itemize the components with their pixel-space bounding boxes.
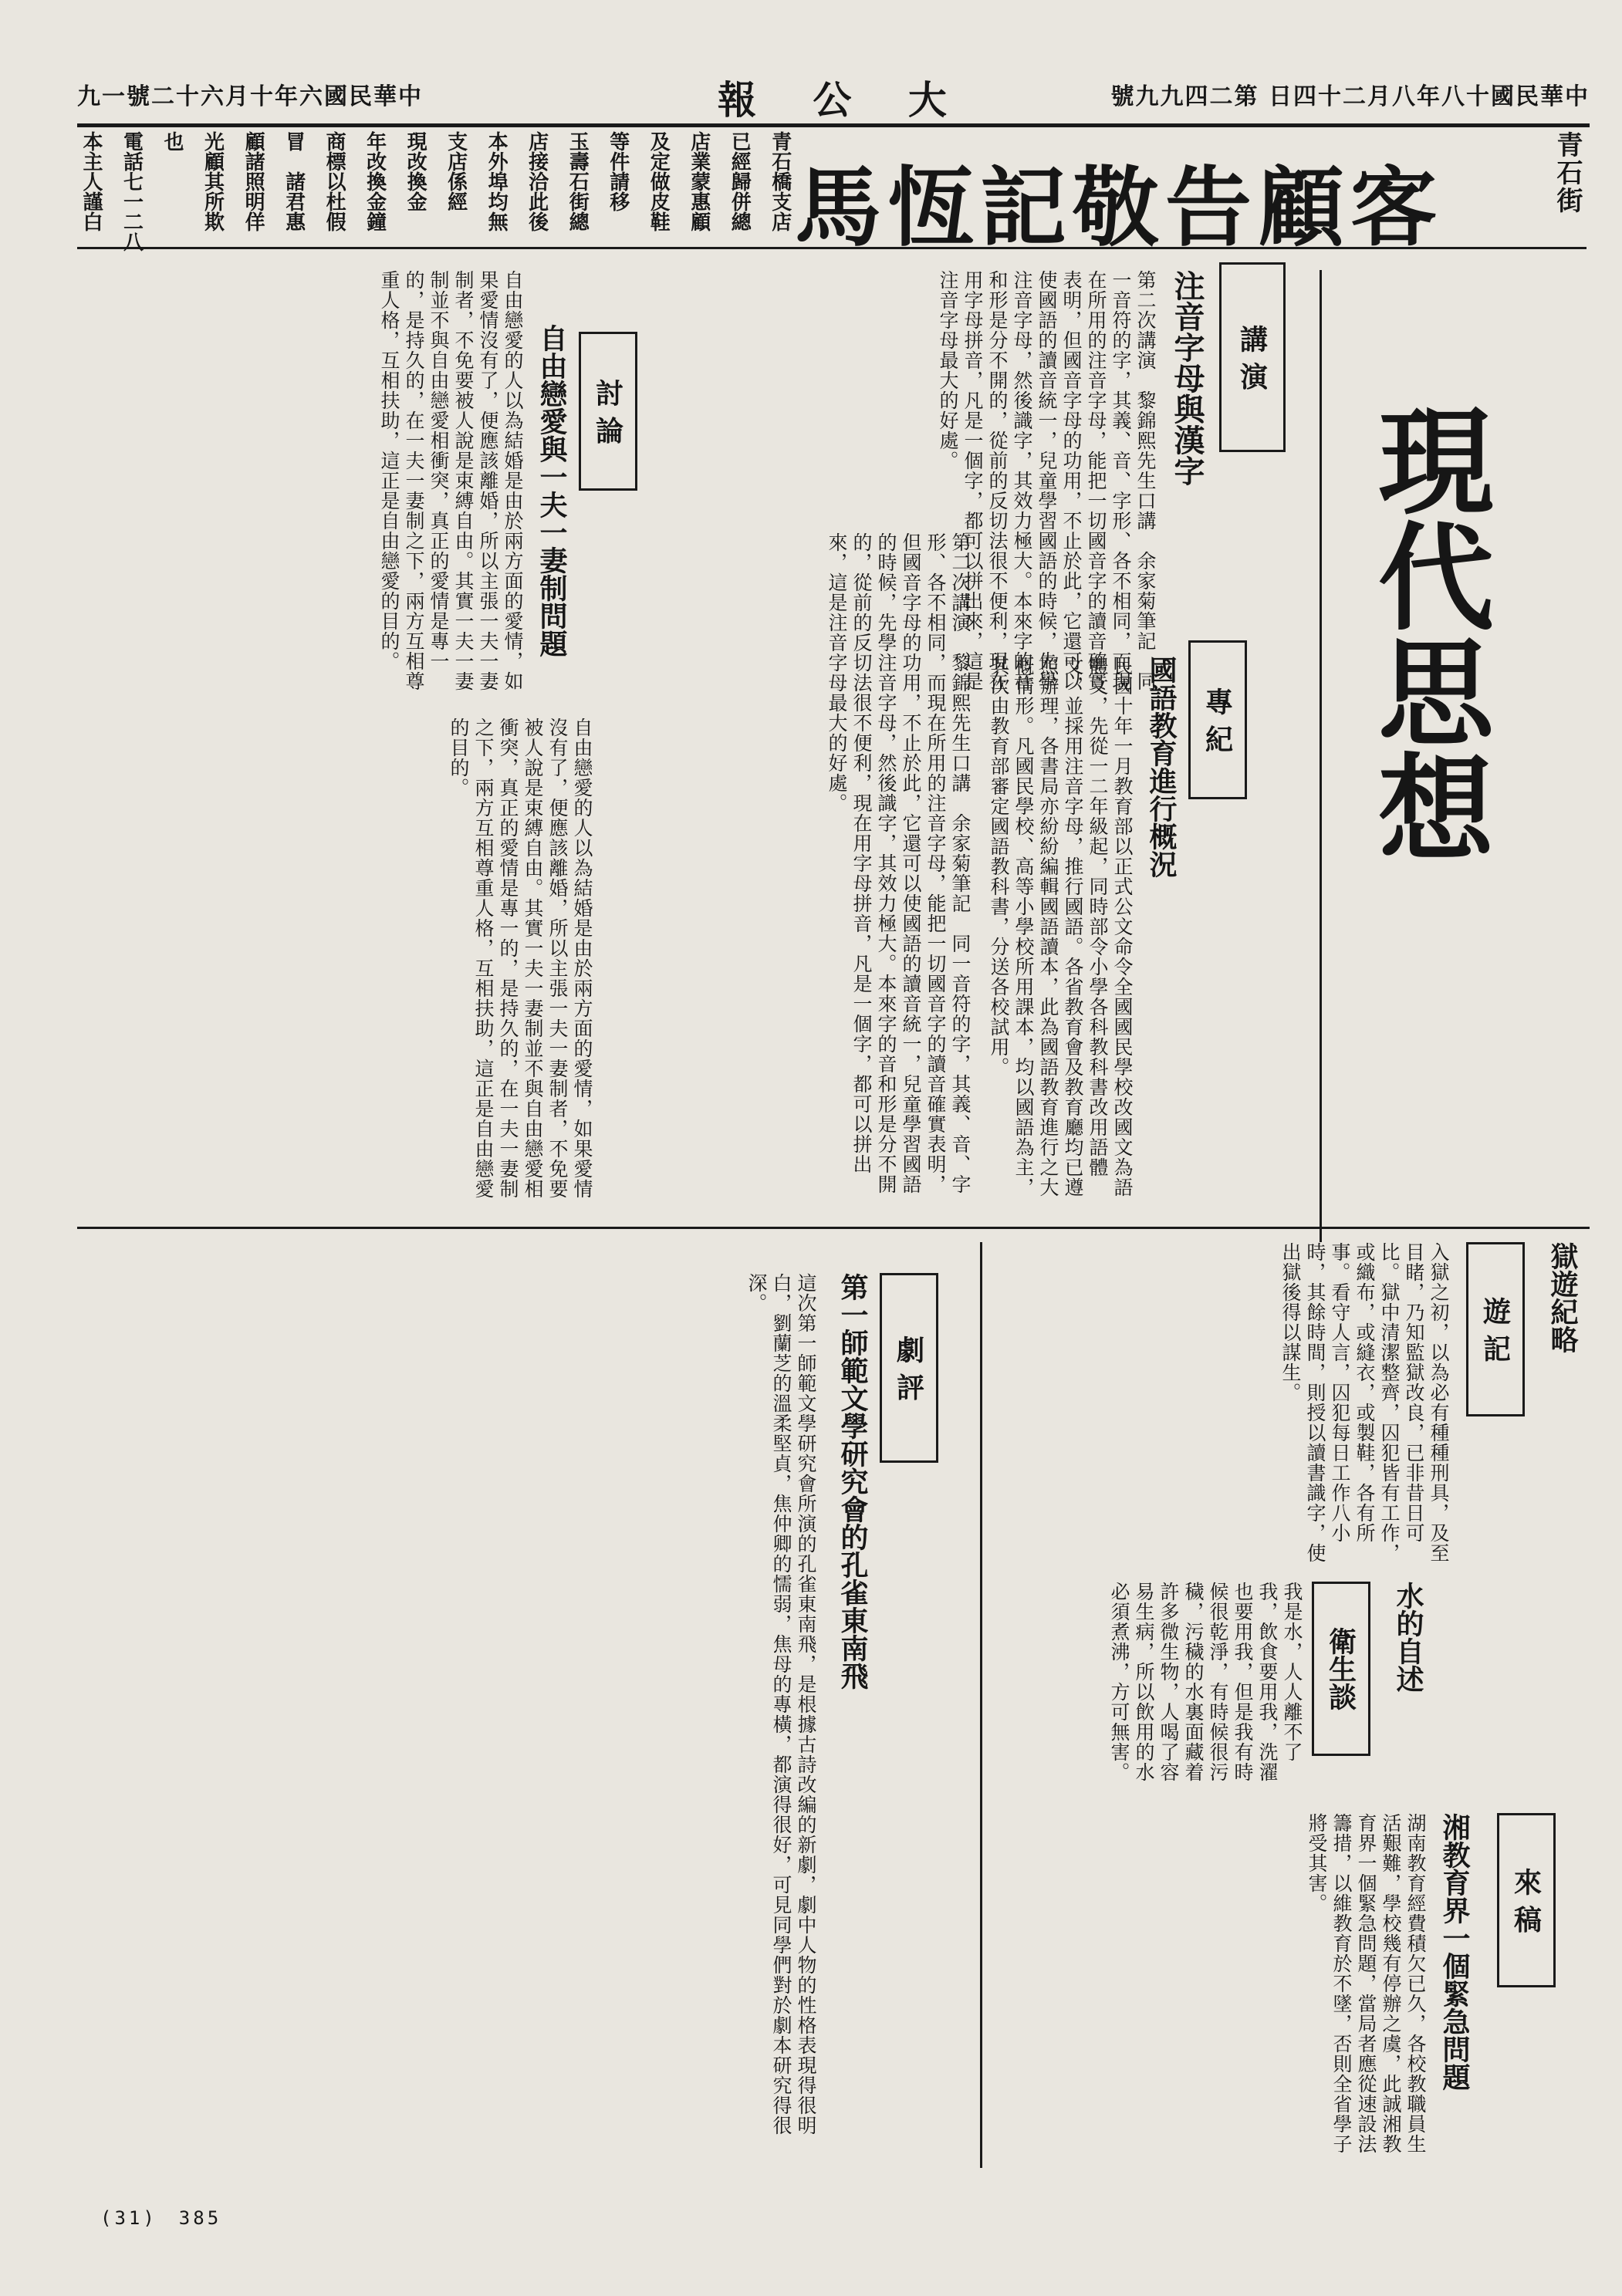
newspaper-page xyxy=(77,69,1590,2183)
section-label-hygiene: 衛生談 xyxy=(1312,1582,1370,1756)
ad-column: 玉壽石街總 xyxy=(566,131,590,231)
article-body-phonetic: 第二次講演 黎錦熙先生口講 余家菊筆記 同一音符的字，其義、音、字形、各不相同，而現在所用的注音字母，能把一切國音字的讀音確實表明，但國音字母的功用，不止於此，它還可以使國語的讀音統一，兒童學習國語的時候，先學注音字母，然後識字，其效力極大。本來字的音和形是分不開的，從前的反切法很不便利，現在用字母拼音，凡是一個字，都可以拼出來，這是注音字母最大的好處。 xyxy=(937,270,1157,691)
ad-title: 馬恆記敬告顧客 xyxy=(795,157,1443,258)
article-title-drama: 第一師範文學研究會的孔雀東南飛 xyxy=(836,1273,869,1690)
article-body-water: 我是水，人人離不了我，飲食要用我，洗濯也要用我，但是我有時候很乾淨，有時候很污穢，污穢的水裏面藏着許多微生物，人喝了容易生病，所以飲用的水必須煮沸，方可無害。 xyxy=(1108,1582,1303,1782)
page-number: (31) 385 xyxy=(100,2207,222,2229)
ad-column: 店接洽此後 xyxy=(525,131,549,231)
divider xyxy=(980,1242,982,2168)
ad-columns xyxy=(77,131,795,252)
advertisement xyxy=(77,131,1587,258)
ad-column: 店業蒙惠顧 xyxy=(687,131,711,231)
ad-column: 商標以杜假 xyxy=(323,131,346,231)
article-body-drama: 這次第一師範文學研究會所演的孔雀東南飛，是根據古詩改編的新劇，劇中人物的性格表現得很明白，劉蘭芝的溫柔堅貞，焦仲卿的懦弱，焦母的專橫，都演得很好，可見同學們對於劇本研究得很深。 xyxy=(745,1273,817,2136)
article-title-hunan: 湘教育界一個緊急問題 xyxy=(1438,1813,1471,2091)
ad-column: 也 xyxy=(161,131,184,151)
issue-number: 九一號二十六月十年六國民華中 xyxy=(77,83,423,110)
divider xyxy=(77,1227,1590,1229)
article-body-freelove-cont: 自由戀愛的人以為結婚是由於兩方面的愛情，如果愛情沒有了，便應該離婚，所以主張一夫一妻制者，不免要被人說是束縛自由。其實一夫一妻制並不與自由戀愛相衝突，真正的愛情是專一的，是持久的，在一夫一妻制之下，兩方互相尊重人格，互相扶助，這正是自由戀愛的目的。 xyxy=(448,718,593,1199)
section-label-contribution: 來 稿 xyxy=(1497,1813,1556,1987)
masthead-bar xyxy=(77,69,1590,127)
ad-column: 本主人謹白 xyxy=(79,131,103,231)
ad-column: 現改換金 xyxy=(404,131,427,211)
section-label-discussion: 討 論 xyxy=(579,332,637,491)
ad-column: 本外埠均無 xyxy=(485,131,509,231)
ad-column: 冒 諸君惠 xyxy=(282,131,306,231)
ad-column: 及定做皮鞋 xyxy=(647,131,671,231)
article-body-prison: 入獄之初，以為必有種種刑具，及至目睹，乃知監獄改良，已非昔日可比。獄中清潔整齊，囚犯皆有工作，或織布，或縫衣，或製鞋，各有所事。看守人言，囚犯每日工作八小時，其餘時間，則授以讀書識字，使出獄後得以謀生。 xyxy=(1279,1242,1450,1563)
ad-column: 顧諸照明佯 xyxy=(242,131,265,231)
article-body-freelove: 自由戀愛的人以為結婚是由於兩方面的愛情，如果愛情沒有了，便應該離婚，所以主張一夫一妻制者，不免要被人說是束縛自由。其實一夫一妻制並不與自由戀愛相衝突，真正的愛情是專一的，是持久的，在一夫一妻制之下，兩方互相尊重人格，互相扶助，這正是自由戀愛的目的。 xyxy=(378,270,524,691)
article-body-hunan: 湖南教育經費積欠已久，各校教職員生活艱難，學校幾有停辦之虞，此誠湘教育界一個緊急問題，當局者應從速設法籌措，以維教育於不墜，否則全省學子將受其害。 xyxy=(1306,1813,1427,2154)
section-label-criticism: 劇 評 xyxy=(880,1273,938,1463)
ad-column: 電話七一二八 xyxy=(120,131,144,252)
ad-column: 支店係經 xyxy=(444,131,468,211)
article-body-phonetic-cont: 第二次講演 黎錦熙先生口講 余家菊筆記 同一音符的字，其義、音、字形、各不相同，而現在所用的注音字母，能把一切國音字的讀音確實表明，但國音字母的功用，不止於此，它還可以使國語的讀音統一，兒童學習國語的時候，先學注音字母，然後識字，其效力極大。本來字的音和形是分不開的，從前的反切法很不便利，現在用字母拼音，凡是一個字，都可以拼出來，這是注音字母最大的好處。 xyxy=(826,532,972,1194)
article-title-prison: 獄遊紀略 xyxy=(1546,1242,1579,1353)
article-title-water: 水的自述 xyxy=(1392,1582,1424,1693)
article-title-education: 國語教育進行概況 xyxy=(1145,656,1178,878)
issue-date: 號九九四二第 日四十二月八年八十國民華中 xyxy=(1110,83,1590,110)
ad-corner: 青石街 xyxy=(1552,131,1583,214)
section-label-column: 專 紀 xyxy=(1188,640,1247,799)
decorative-frame xyxy=(1320,270,1584,1242)
section-label-lecture: 講 演 xyxy=(1219,262,1286,452)
ad-column: 年改換金鐘 xyxy=(363,131,387,231)
newspaper-name: 報 公 大 xyxy=(718,77,968,123)
article-title-phonetic: 注音字母與漢字 xyxy=(1169,270,1205,486)
ad-column: 青石橋支店 xyxy=(768,131,792,231)
article-title-freelove: 自由戀愛與一夫一妻制問題 xyxy=(536,324,568,657)
article-body-education: 民國十年一月教育部以正式公文命令全國國民學校改國文為語體文，先從一二年級起，同時部令小學各科教科書改用語體文，並採用注音字母，推行國語。各省教育會及教育廳均已遵照辦理，各書局亦紛紛編輯國語讀本，此為國語教育進行之大概情形。凡國民學校、高等小學校所用課本，均以國語為主，其次由教育部審定國語教科書，分送各校試用。 xyxy=(988,656,1134,1197)
ad-column: 等件請移 xyxy=(606,131,630,211)
section-title-modern-thought: 現代思想 xyxy=(1358,401,1494,864)
section-label-travel: 遊 記 xyxy=(1466,1242,1525,1416)
ad-column: 光顧其所欺 xyxy=(201,131,225,231)
ad-column: 已經歸併總 xyxy=(728,131,752,231)
